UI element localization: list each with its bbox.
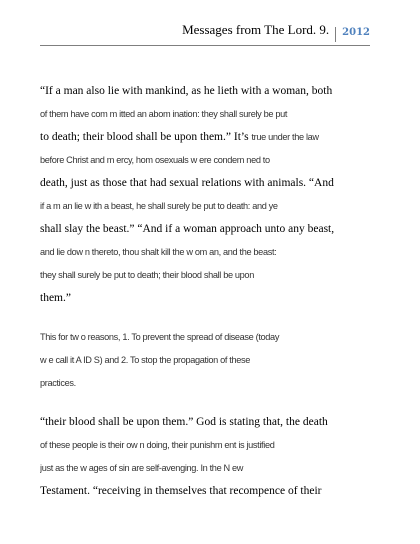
text-segment: and lie dow n thereto, thou shalt kill the w om an, and the beast: (40, 247, 277, 257)
text-line (40, 124, 370, 147)
text-line (40, 216, 370, 239)
text-line (40, 239, 370, 262)
text-line (40, 432, 370, 455)
paragraph (40, 324, 370, 393)
text-line (40, 347, 370, 370)
header-divider (40, 45, 370, 46)
paragraph (40, 409, 370, 501)
paragraph (40, 78, 370, 308)
text-segment: shall slay the beast.” “And if a woman approach unto any beast, (40, 223, 335, 235)
text-segment: “their blood shall be upon them.” God is stating that, the death (40, 416, 328, 428)
text-segment: before Christ and m ercy, hom osexuals w ere condem ned to (40, 155, 270, 165)
text-segment: w e call it A ID S) and 2. To stop the propagation of these (40, 355, 251, 365)
text-segment: Testament. “receiving in themselves that recompence of their (40, 485, 322, 497)
text-segment: true under the law (251, 132, 319, 142)
document-body (40, 78, 370, 517)
text-line (40, 147, 370, 170)
text-segment: them.” (40, 292, 71, 304)
header-title: Messages from The Lord. 9. (182, 22, 330, 37)
text-line (40, 101, 370, 124)
text-line (40, 262, 370, 285)
text-line (40, 455, 370, 478)
text-line (40, 324, 370, 347)
text-line (40, 409, 370, 432)
text-segment: to death; their blood shall be upon them.” It’s (40, 131, 252, 143)
text-segment: of them have com m itted an abom ination: they shall surely be put (40, 109, 288, 119)
text-line (40, 478, 370, 501)
text-line (40, 370, 370, 393)
text-line (40, 193, 370, 216)
text-segment: they shall surely be put to death; their blood shall be upon (40, 270, 254, 280)
text-segment: “If a man also lie with mankind, as he lieth with a woman, both (40, 85, 333, 97)
text-segment: just as the w ages of sin are self-avenging. In the N ew (40, 463, 244, 473)
text-segment: of these people is their ow n doing, their punishm ent is justified (40, 440, 275, 450)
text-segment: death, just as those that had sexual relations with animals. “And (40, 177, 334, 189)
text-segment: This for tw o reasons, 1. To prevent the spread of disease (today (40, 332, 280, 342)
header-year: 2012 (335, 27, 370, 42)
text-line (40, 285, 370, 308)
text-segment: if a m an lie w ith a beast, he shall surely be put to death: and ye (40, 201, 278, 211)
text-line (40, 78, 370, 101)
page-header (182, 22, 370, 42)
text-line (40, 170, 370, 193)
text-segment: practices. (40, 378, 76, 388)
